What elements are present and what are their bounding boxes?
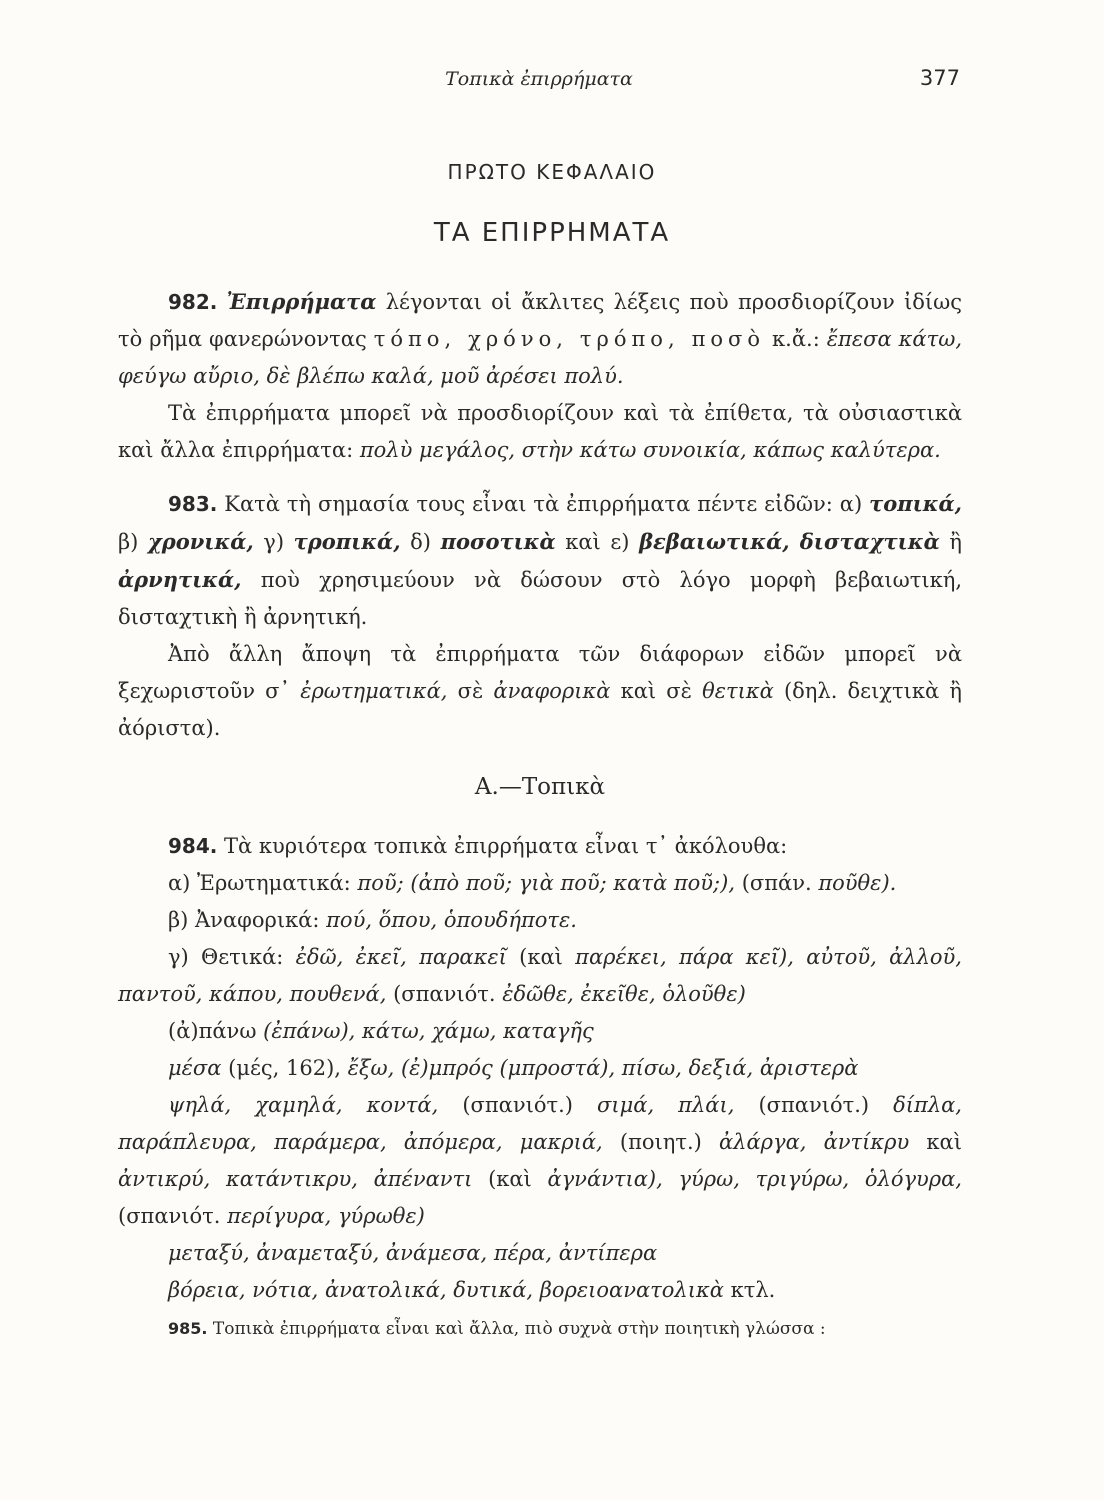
text: Τὰ κυριότερα τοπικὰ ἐπιρρήματα εἶναι τ᾽ ἀκόλουθα: <box>224 834 788 858</box>
text: καὶ σὲ <box>620 679 692 703</box>
list-item <box>118 865 962 902</box>
text: 162), <box>285 1056 341 1080</box>
subsection-heading: Α.—Τοπικὰ <box>474 774 606 800</box>
examples: ἀντικρύ, κατάντικρυ, ἀπέναντι <box>118 1167 473 1191</box>
text: ποὺ χρησιμεύουν νὰ δώσουν στὸ λόγο μορφὴ βεβαιωτική, δισταχτικὴ ἢ ἀρνητική. <box>118 568 962 629</box>
text: καὶ <box>926 1130 962 1154</box>
term: ποσοτικὰ <box>440 529 556 554</box>
text: κ.ἄ.: <box>772 327 820 351</box>
text: Τοπικὰ ἐπιρρήματα εἶναι καὶ ἄλλα, πιὸ συχνὰ στὴν ποιητικὴ γλώσσα : <box>212 1319 826 1339</box>
paragraph-number: 982. <box>168 290 218 314</box>
text: Ἀπὸ ἄλλη ἄποψη τὰ ἐπιρρήματα τῶν διάφορων εἰδῶν μπορεῖ νὰ ξεχωριστοῦν σ᾽ <box>118 642 962 703</box>
text: Κατὰ τὴ σημασία τους εἶναι τὰ ἐπιρρήματα πέντε εἰδῶν: α) <box>224 492 863 516</box>
paragraph-983 <box>118 485 962 636</box>
list-item <box>118 939 962 1013</box>
text: κτλ. <box>730 1278 776 1302</box>
list-item <box>118 902 962 939</box>
term: ἀρνητικά, <box>118 567 242 592</box>
examples: ἀλάργα, ἀντίκρυ <box>719 1130 910 1154</box>
examples: αὐτοῦ, ἀλλοῦ, παντοῦ, κάπου, πουθενά, <box>118 945 962 1006</box>
text: λέγονται οἱ ἄκλιτες λέξεις ποὺ προσδιορίζουν ἰδίως τὸ ρῆμα φανερώνοντας <box>118 290 962 351</box>
paragraph-number: 984. <box>168 834 218 858</box>
examples: δίπλα, παράπλευρα, παράμερα, ἀπόμερα, μακριά, <box>118 1093 962 1154</box>
examples: μέσα <box>168 1056 222 1080</box>
text: (σπανιότ. <box>393 982 496 1006</box>
text: (ἀ)πάνω <box>168 1019 257 1043</box>
paragraph-984 <box>118 828 962 865</box>
text: (σπανιότ.) <box>758 1093 870 1117</box>
term: ἀναφορικὰ <box>493 679 611 703</box>
text: δ) <box>410 530 431 554</box>
running-title: Τοπικὰ ἐπιρρήματα <box>445 68 633 90</box>
examples: μεταξύ, ἀναμεταξύ, ἀνάμεσα, πέρα, ἀντίπερα <box>168 1241 658 1265</box>
term: θετικὰ <box>702 679 774 703</box>
running-head <box>118 62 960 102</box>
label: γ) Θετικά: <box>168 945 284 969</box>
term: Ἐπιρρήματα <box>226 289 377 314</box>
section-title: ΤΑ ΕΠΙΡΡΗΜΑΤΑ <box>433 218 671 248</box>
examples: παρέκει, πάρα κεῖ), <box>575 945 794 969</box>
examples: ψηλά, χαμηλά, κοντά, <box>168 1093 439 1117</box>
term: βεβαιωτικά, δισταχτικὰ <box>639 529 940 554</box>
term: τοπικά, <box>869 491 962 516</box>
text: (καὶ <box>519 945 563 969</box>
text: γ) <box>263 530 285 554</box>
text: (καὶ <box>488 1167 532 1191</box>
paragraph-982 <box>118 283 962 395</box>
chapter-heading: ΠΡΩΤΟ ΚΕΦΑΛΑΙΟ <box>447 160 657 184</box>
examples: ἐδῶ, ἐκεῖ, παρακεῖ <box>295 945 507 969</box>
examples: ποῦ; (ἀπὸ ποῦ; γιὰ ποῦ; κατὰ ποῦ;), <box>357 871 735 895</box>
text: (δηλ. δειχτικὰ ἢ ἀόριστα). <box>118 679 962 740</box>
label: α) Ἐρωτηματικά: <box>168 871 351 895</box>
examples: ἔξω, <box>347 1056 395 1080</box>
text: ἢ <box>949 530 962 554</box>
paragraph-number: 983. <box>168 492 218 516</box>
text: (σπανιότ.) <box>462 1093 573 1117</box>
body-text <box>118 283 962 1343</box>
text: (σπανιότ. <box>118 1204 221 1228</box>
list-item <box>118 1272 962 1309</box>
text: (μές, <box>228 1056 280 1080</box>
paragraph-number: 985. <box>168 1319 208 1338</box>
list-item <box>118 1235 962 1272</box>
list-item <box>118 1013 962 1050</box>
paragraph-985 <box>118 1315 962 1343</box>
text: (ποιητ.) <box>619 1130 702 1154</box>
examples: βόρεια, νότια, ἀνατολικά, δυτικά, βορειοανατολικὰ <box>168 1278 724 1302</box>
paragraph-983b <box>118 636 962 747</box>
page-number: 377 <box>919 66 960 90</box>
paragraph-982b <box>118 395 962 469</box>
examples: ἐδῶθε, ἐκεῖθε, ὁλοῦθε) <box>502 982 746 1006</box>
examples: σιμά, πλάι, <box>597 1093 735 1117</box>
examples: ἀγνάντια), γύρω, τριγύρω, ὁλόγυρα, <box>547 1167 962 1191</box>
examples: ποῦθε). <box>818 871 897 895</box>
spaced-text: τόπο, χρόνο, τρόπο, ποσὸ <box>373 327 766 351</box>
examples: ἔπεσα κάτω, φεύγω αὔριο, δὲ βλέπω καλά, μοῦ ἀρέσει πολύ. <box>118 327 962 388</box>
text: β) <box>118 530 139 554</box>
term: τροπικά, <box>293 529 401 554</box>
text: Τὰ ἐπιρρήματα μπορεῖ νὰ προσδιορίζουν καὶ τὰ ἐπίθετα, τὰ οὐσιαστικὰ καὶ ἄλλα ἐπιρρήματα: <box>118 401 962 462</box>
examples: (ἐπάνω), κάτω, χάμω, καταγῆς <box>263 1019 594 1043</box>
text: σὲ <box>457 679 484 703</box>
examples: πολὺ μεγάλος, στὴν κάτω συνοικία, κάπως καλύτερα. <box>359 438 941 462</box>
label: β) Ἀναφορικά: <box>168 908 320 932</box>
examples: (ἐ)μπρός (μπροστά), πίσω, δεξιά, ἀριστερὰ <box>400 1056 859 1080</box>
examples: πού, ὅπου, ὁπουδήποτε. <box>326 908 577 932</box>
list-item <box>118 1087 962 1235</box>
text: (σπάν. <box>741 871 812 895</box>
term: ἐρωτηματικά, <box>300 679 448 703</box>
list-item <box>118 1050 962 1087</box>
term: χρονικά, <box>147 529 254 554</box>
text: καὶ ε) <box>565 530 630 554</box>
examples: περίγυρα, γύρωθε) <box>227 1204 425 1228</box>
